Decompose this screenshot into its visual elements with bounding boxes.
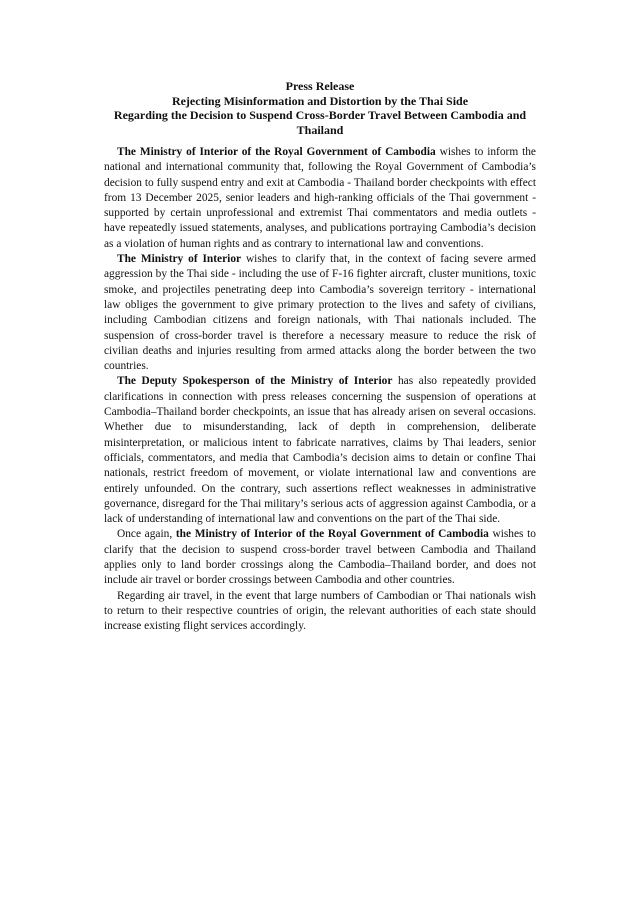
paragraph-2 — [104, 252, 536, 374]
title-line-rejecting: Rejecting Misinformation and Distortion by the Thai Side — [171, 93, 469, 108]
paragraph-3 — [104, 374, 536, 527]
press-release-page — [104, 79, 536, 635]
paragraph-5 — [104, 589, 536, 635]
paragraph-4-text: wishes to clarify that the decision to suspend cross-border travel between Cambodia and Thailand applies only to land border crossings along the Cambodia–Thailand border, and does not include air travel or border crossings between Cambodia and other countries. — [104, 528, 536, 587]
title-line-press-release: Press Release — [285, 79, 355, 93]
paragraph-4-lead: the Ministry of Interior of the Royal Government of Cambodia — [175, 528, 489, 541]
paragraph-2-text: wishes to clarify that, in the context of facing severe armed aggression by the Thai side - including the use of F-16 fighter aircraft, cluster munitions, toxic smoke, and projectiles penetrating deep into Cambodia’s sovereign territory - international law obliges the government to give primary protection to the lives and safety of civilians, including Cambodian citizens and foreign nationals, with Thai nationals included. The suspension of cross-border travel is therefore a necessary measure to reduce the risk of civilian deaths and injuries resulting from armed attacks along the border between the two countries. — [104, 253, 536, 373]
paragraph-1-text: wishes to inform the national and international community that, following the Royal Government of Cambodia’s decision to fully suspend entry and exit at Cambodia - Thailand border checkpoints with effect from 13 December 2025, senior leaders and high-ranking officials of the Thai government - supported by certain unprofessional and extremist Thai commentators and media outlets - have repeatedly issued statements, analyses, and publications portraying Cambodia’s decision as a violation of human rights and as contrary to international law and conventions. — [104, 146, 536, 250]
paragraph-3-text: has also repeatedly provided clarifications in connection with press releases concerning the suspension of operations at Cambodia–Thailand border checkpoints, an issue that has already arisen on several occasions. Whether due to misunderstanding, lack of depth in comprehension, deliberate misinterpretation, or malicious intent to fabricate narratives, claims by Thai leaders, senior officials, commentators, and media that Cambodia’s decision aims to detain or confine Thai nationals, restrict freedom of movement, or violate international law and conventions are entirely unfounded. On the contrary, such assertions reflect weaknesses in administrative governance, disregard for the Thai military’s serious acts of aggression against Cambodia, or a lack of understanding of international law and conventions on the part of the Thai side. — [104, 375, 536, 526]
paragraph-5-text: Regarding air travel, in the event that large numbers of Cambodian or Thai nationals wish to return to their respective countries of origin, the relevant authorities of each state should increase existing flight services accordingly. — [104, 589, 536, 633]
paragraph-4 — [104, 527, 536, 588]
paragraph-4-pre: Once again, — [117, 528, 176, 541]
press-release-title — [104, 79, 536, 137]
title-line-regarding: Regarding the Decision to Suspend Cross-Border Travel Between Cambodia and Thailand — [113, 108, 527, 137]
paragraph-3-lead: The Deputy Spokesperson of the Ministry of Interior — [117, 375, 393, 388]
paragraph-1 — [104, 145, 536, 252]
paragraph-2-lead: The Ministry of Interior — [117, 253, 242, 266]
paragraph-1-lead: The Ministry of Interior of the Royal Government of Cambodia — [117, 146, 436, 158]
